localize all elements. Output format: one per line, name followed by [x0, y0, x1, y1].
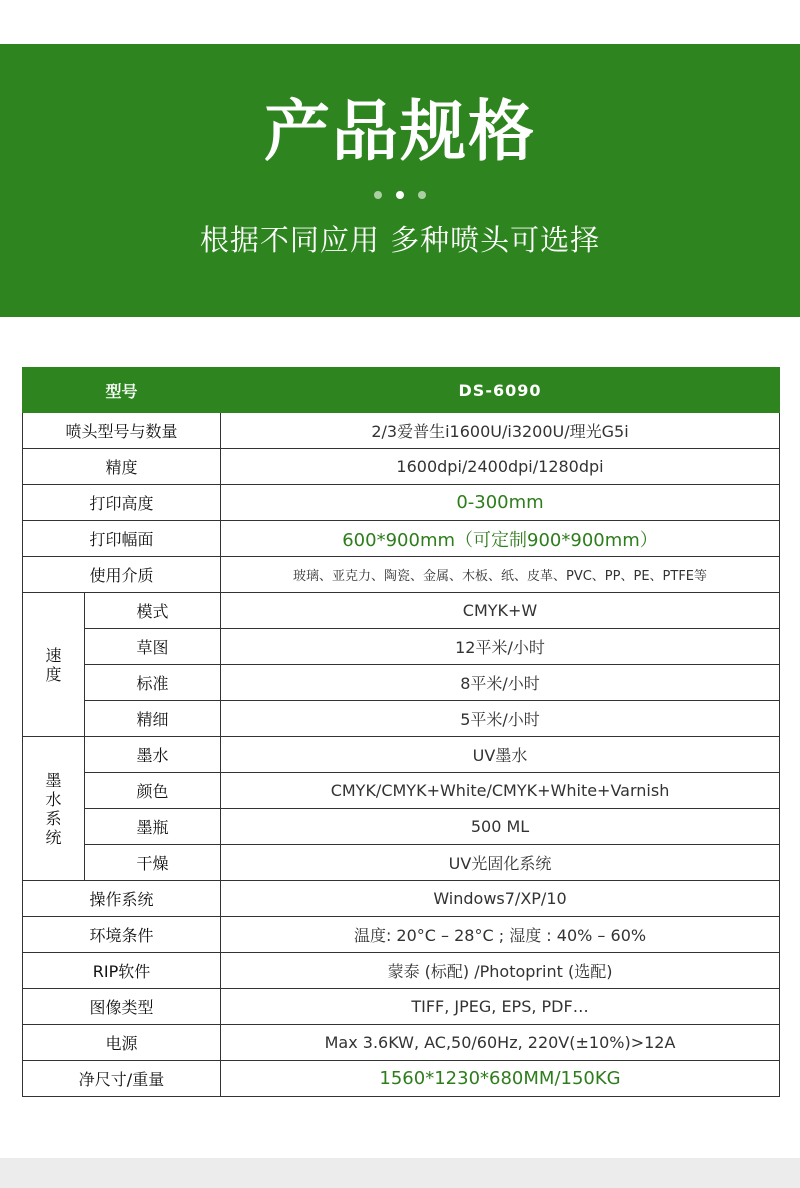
- row-label: 净尺寸/重量: [23, 1061, 221, 1097]
- table-row: [23, 665, 780, 701]
- table-row: [23, 701, 780, 737]
- banner-title: 产品规格: [264, 93, 536, 170]
- table-row: [23, 845, 780, 881]
- header-label: 型号: [23, 368, 221, 413]
- row-value: 500 ML: [221, 809, 780, 845]
- row-label: 颜色: [85, 773, 221, 809]
- dot-icon: [374, 191, 382, 199]
- table-row: [23, 1025, 780, 1061]
- row-label: 喷头型号与数量: [23, 413, 221, 449]
- row-value: 玻璃、亚克力、陶瓷、金属、木板、纸、皮革、PVC、PP、PE、PTFE等: [221, 557, 780, 593]
- row-value: 8平米/小时: [221, 665, 780, 701]
- dot-icon: [418, 191, 426, 199]
- row-label: 模式: [85, 593, 221, 629]
- table-row: [23, 593, 780, 629]
- table-row: [23, 737, 780, 773]
- row-value: Windows7/XP/10: [221, 881, 780, 917]
- table-row: [23, 989, 780, 1025]
- row-value: Max 3.6KW, AC,50/60Hz, 220V(±10%)>12A: [221, 1025, 780, 1061]
- table-row: [23, 773, 780, 809]
- dot-icon: [396, 191, 404, 199]
- row-value: CMYK/CMYK+White/CMYK+White+Varnish: [221, 773, 780, 809]
- table-row: [23, 917, 780, 953]
- table-row: [23, 953, 780, 989]
- group-label-speed: [23, 593, 85, 737]
- spec-table: [22, 367, 780, 1097]
- group-label-text: 墨水系统: [45, 770, 62, 847]
- table-row: [23, 629, 780, 665]
- table-row: [23, 557, 780, 593]
- row-value: 0-300mm: [221, 485, 780, 521]
- row-label: 图像类型: [23, 989, 221, 1025]
- dot-indicator: [0, 191, 800, 199]
- row-label: 墨瓶: [85, 809, 221, 845]
- row-label: 干燥: [85, 845, 221, 881]
- table-row: [23, 1061, 780, 1097]
- row-value: 温度: 20°C – 28°C ; 湿度 : 40% – 60%: [221, 917, 780, 953]
- row-value: CMYK+W: [221, 593, 780, 629]
- row-value: TIFF, JPEG, EPS, PDF…: [221, 989, 780, 1025]
- row-value: 12平米/小时: [221, 629, 780, 665]
- group-label-text: 速度: [45, 645, 62, 684]
- row-label: 草图: [85, 629, 221, 665]
- row-label: RIP软件: [23, 953, 221, 989]
- row-value: 蒙泰 (标配) /Photoprint (选配): [221, 953, 780, 989]
- row-label: 精度: [23, 449, 221, 485]
- banner-subtitle: 根据不同应用 多种喷头可选择: [199, 223, 601, 257]
- row-label: 环境条件: [23, 917, 221, 953]
- row-value: 1600dpi/2400dpi/1280dpi: [221, 449, 780, 485]
- table-row: [23, 413, 780, 449]
- header-banner: [0, 44, 800, 317]
- row-label: 标准: [85, 665, 221, 701]
- table-row: [23, 809, 780, 845]
- row-value: 2/3爱普生i1600U/i3200U/理光G5i: [221, 413, 780, 449]
- table-row: [23, 881, 780, 917]
- row-value: 1560*1230*680MM/150KG: [221, 1061, 780, 1097]
- row-value: UV墨水: [221, 737, 780, 773]
- row-label: 打印幅面: [23, 521, 221, 557]
- row-value: UV光固化系统: [221, 845, 780, 881]
- footer-divider: [0, 1158, 800, 1188]
- table-header-row: [23, 368, 780, 413]
- row-label: 墨水: [85, 737, 221, 773]
- row-label: 打印高度: [23, 485, 221, 521]
- group-label-ink: [23, 737, 85, 881]
- header-model: DS-6090: [221, 368, 780, 413]
- row-label: 精细: [85, 701, 221, 737]
- table-row: [23, 449, 780, 485]
- row-value: 5平米/小时: [221, 701, 780, 737]
- table-row: [23, 521, 780, 557]
- table-row: [23, 485, 780, 521]
- row-value: 600*900mm（可定制900*900mm）: [221, 521, 780, 557]
- row-label: 电源: [23, 1025, 221, 1061]
- row-label: 操作系统: [23, 881, 221, 917]
- row-label: 使用介质: [23, 557, 221, 593]
